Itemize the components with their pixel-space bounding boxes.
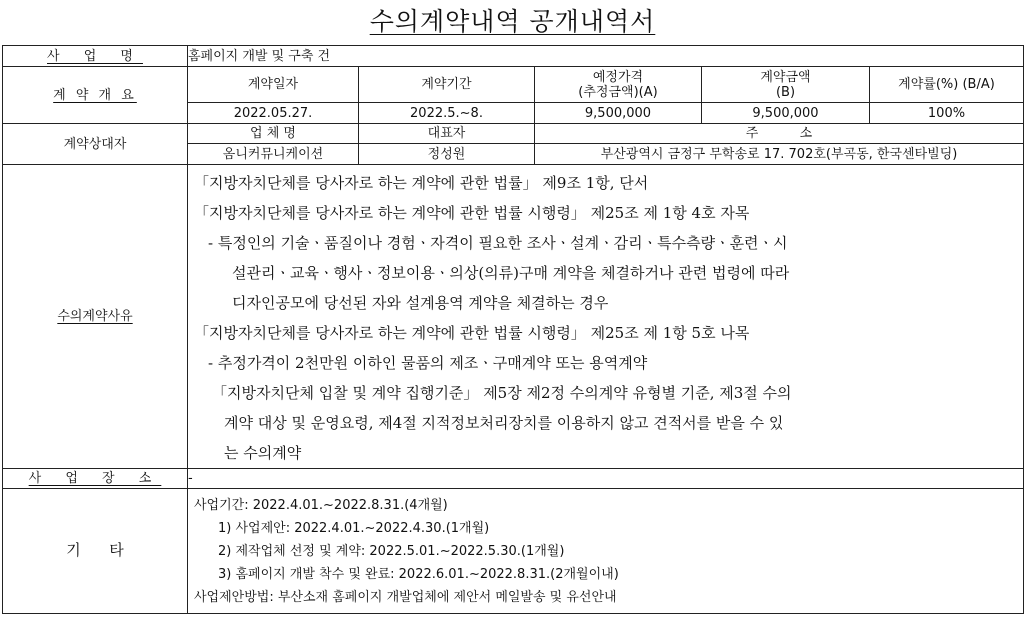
contract-amount-value: 9,500,000 bbox=[702, 103, 870, 124]
contract-party-label: 계약상대자 bbox=[3, 124, 188, 165]
reason-line: 「지방자치단체 입찰 및 계약 집행기준」 제5장 제2정 수의계약 유형별 기준, 제3절 수의 bbox=[212, 383, 792, 402]
estimated-price-value: 9,500,000 bbox=[535, 103, 702, 124]
other-label: 기 타 bbox=[3, 489, 188, 614]
project-name-label: 사 업 명 bbox=[3, 46, 188, 67]
location-label: 사 업 장 소 bbox=[3, 469, 188, 489]
reason-row bbox=[3, 165, 1024, 469]
contract-date-header: 계약일자 bbox=[188, 67, 359, 103]
contract-disclosure-table bbox=[2, 45, 1024, 614]
other-line: 사업제안방법: 부산소재 홈페이지 개발업체에 제안서 메일발송 및 유선안내 bbox=[194, 589, 617, 605]
document-title: 수의계약내역 공개내역서 bbox=[369, 7, 656, 36]
contract-summary-label: 계 약 개 요 bbox=[3, 67, 188, 124]
party-header-row bbox=[3, 124, 1024, 144]
reason-line: 디자인공모에 당선된 자와 설계용역 계약을 체결하는 경우 bbox=[232, 293, 609, 312]
reason-line: 「지방자치단체를 당사자로 하는 계약에 관한 법률」 제9조 1항, 단서 bbox=[194, 173, 649, 192]
project-name-row bbox=[3, 46, 1024, 67]
company-name-header: 업 체 명 bbox=[188, 124, 359, 144]
reason-line: 는 수의계약 bbox=[224, 443, 302, 462]
address-header: 주 소 bbox=[535, 124, 1024, 144]
other-body bbox=[188, 489, 1024, 614]
other-line: 1) 사업제안: 2022.4.01.~2022.4.30.(1개월) bbox=[218, 520, 490, 536]
reason-line: - 특정인의 기술ㆍ품질이나 경험ㆍ자격이 필요한 조사ㆍ설계ㆍ감리ㆍ특수측량ㆍ훈련ㆍ시 bbox=[208, 233, 788, 252]
location-row bbox=[3, 469, 1024, 489]
other-line: 2) 제작업체 선정 및 계약: 2022.5.01.~2022.5.30.(1개월) bbox=[218, 543, 565, 559]
contract-rate-value: 100% bbox=[870, 103, 1024, 124]
contract-period-value: 2022.5.~8. bbox=[359, 103, 535, 124]
other-line: 사업기간: 2022.4.01.~2022.8.31.(4개월) bbox=[194, 497, 448, 513]
project-name-value: 홈페이지 개발 및 구축 건 bbox=[188, 46, 1024, 67]
representative-value: 정성원 bbox=[359, 144, 535, 165]
reason-line: - 추정가격이 2천만원 이하인 물품의 제조ㆍ구매계약 또는 용역계약 bbox=[208, 353, 648, 372]
address-value: 부산광역시 금정구 무학송로 17. 702호(부곡동, 한국센타빌딩) bbox=[535, 144, 1024, 165]
other-row bbox=[3, 489, 1024, 614]
company-name-value: 옴니커뮤니케이션 bbox=[188, 144, 359, 165]
representative-header: 대표자 bbox=[359, 124, 535, 144]
contract-rate-header: 계약률(%) (B/A) bbox=[870, 67, 1024, 103]
other-line: 3) 홈페이지 개발 착수 및 완료: 2022.6.01.~2022.8.31.(2개월이내) bbox=[218, 566, 619, 582]
estimated-price-header: 예정가격 (추정금액)(A) bbox=[535, 67, 702, 103]
contract-summary-header-row bbox=[3, 67, 1024, 103]
reason-line: 「지방자치단체를 당사자로 하는 계약에 관한 법률 시행령」 제25조 제 1항 4호 자목 bbox=[194, 203, 750, 222]
reason-line: 계약 대상 및 운영요령, 제4절 지적정보처리장치를 이용하지 않고 견적서를 받을 수 있 bbox=[224, 413, 784, 432]
reason-label: 수의계약사유 bbox=[3, 165, 188, 469]
contract-date-value: 2022.05.27. bbox=[188, 103, 359, 124]
reason-line: 설관리ㆍ교육ㆍ행사ㆍ정보이용ㆍ의상(의류)구매 계약을 체결하거나 관련 법령에 따라 bbox=[232, 263, 790, 282]
reason-line: 「지방자치단체를 당사자로 하는 계약에 관한 법률 시행령」 제25조 제 1항 5호 나목 bbox=[194, 323, 750, 342]
contract-period-header: 계약기간 bbox=[359, 67, 535, 103]
reason-body bbox=[188, 165, 1024, 469]
location-value: - bbox=[188, 469, 1024, 489]
contract-amount-header: 계약금액 (B) bbox=[702, 67, 870, 103]
